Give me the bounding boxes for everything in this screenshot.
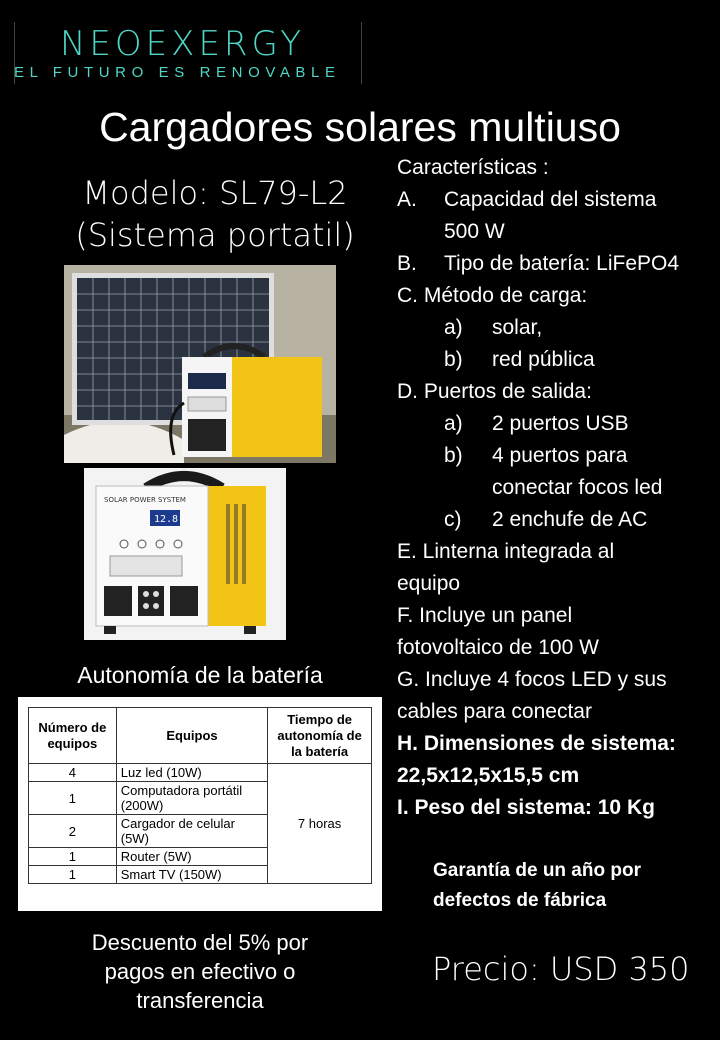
autonomy-time: 7 horas xyxy=(268,764,372,884)
autonomy-table xyxy=(28,707,372,884)
feature-d-b: 4 puertos para xyxy=(492,444,628,467)
feature-b-text: Tipo de batería: LiFePO4 xyxy=(444,252,680,275)
header-count: Número de equipos xyxy=(29,708,117,764)
feature-d-a: 2 puertos USB xyxy=(492,412,629,435)
discount-line-2: pagos en efectivo o xyxy=(104,959,296,984)
price-label: Precio: USD 350 xyxy=(432,950,690,988)
header-devices: Equipos xyxy=(116,708,267,764)
feature-g-cont: cables para conectar xyxy=(397,700,592,723)
device-display: 12.8 xyxy=(154,514,179,525)
solar-kit-photo xyxy=(64,265,336,463)
warranty-line-2: defectos de fábrica xyxy=(433,890,607,911)
model-line-2: (Sistema portatil) xyxy=(75,216,355,254)
row-count: 1 xyxy=(29,782,117,815)
row-device: Computadora portátil (200W) xyxy=(116,782,267,815)
feature-c-b: red pública xyxy=(492,348,595,371)
feature-d-c-letter: c) xyxy=(444,508,462,531)
header-time: Tiempo de autonomía de la batería xyxy=(268,708,372,764)
discount-line-3: transferencia xyxy=(136,988,264,1013)
feature-h-cont: 22,5x12,5x15,5 cm xyxy=(397,764,580,787)
table-row xyxy=(29,764,372,782)
autonomy-table-card xyxy=(18,697,382,911)
power-station-photo xyxy=(84,468,286,640)
page-title: Cargadores solares multiuso xyxy=(99,104,621,150)
feature-h: H. Dimensiones de sistema: xyxy=(397,732,676,755)
model-name xyxy=(50,172,380,256)
power-station-illustration xyxy=(84,468,286,640)
discount-note xyxy=(40,928,360,1015)
feature-f-cont: fotovoltaico de 100 W xyxy=(397,636,599,659)
autonomy-heading: Autonomía de la batería xyxy=(77,662,323,688)
feature-d-b-letter: b) xyxy=(444,444,463,467)
feature-c-a-letter: a) xyxy=(444,316,463,339)
feature-i: I. Peso del sistema: 10 Kg xyxy=(397,796,655,819)
features-heading: Características : xyxy=(397,156,549,179)
feature-c-a: solar, xyxy=(492,316,543,339)
feature-d-c: 2 enchufe de AC xyxy=(492,508,648,531)
feature-d: D. Puertos de salida: xyxy=(397,380,592,403)
row-device: Smart TV (150W) xyxy=(116,866,267,884)
model-line-1: Modelo: SL79-L2 xyxy=(82,174,348,212)
warranty-line-1: Garantía de un año por xyxy=(433,860,641,881)
row-device: Router (5W) xyxy=(116,848,267,866)
row-count: 2 xyxy=(29,815,117,848)
warranty-note xyxy=(433,856,703,916)
feature-d-a-letter: a) xyxy=(444,412,463,435)
feature-f: F. Incluye un panel xyxy=(397,604,573,627)
row-count: 4 xyxy=(29,764,117,782)
feature-d-b-cont: conectar focos led xyxy=(492,476,663,499)
feature-b-letter: B. xyxy=(397,252,417,275)
row-count: 1 xyxy=(29,866,117,884)
row-device: Luz led (10W) xyxy=(116,764,267,782)
feature-a-letter: A. xyxy=(397,188,417,211)
row-device: Cargador de celular (5W) xyxy=(116,815,267,848)
feature-c-b-letter: b) xyxy=(444,348,463,371)
solar-kit-illustration xyxy=(64,265,336,463)
brand-tagline: EL FUTURO ES RENOVABLE xyxy=(14,64,341,81)
feature-a-text: Capacidad del sistema xyxy=(444,188,657,211)
row-count: 1 xyxy=(29,848,117,866)
feature-c: C. Método de carga: xyxy=(397,284,588,307)
discount-line-1: Descuento del 5% por xyxy=(91,930,309,955)
device-label: SOLAR POWER SYSTEM xyxy=(104,496,186,504)
feature-g: G. Incluye 4 focos LED y sus xyxy=(397,668,667,691)
feature-e-cont: equipo xyxy=(397,572,461,595)
feature-a-value: 500 W xyxy=(444,220,505,243)
feature-e: E. Linterna integrada al xyxy=(397,540,615,563)
brand-logo: NEOEXERGY xyxy=(60,24,305,64)
